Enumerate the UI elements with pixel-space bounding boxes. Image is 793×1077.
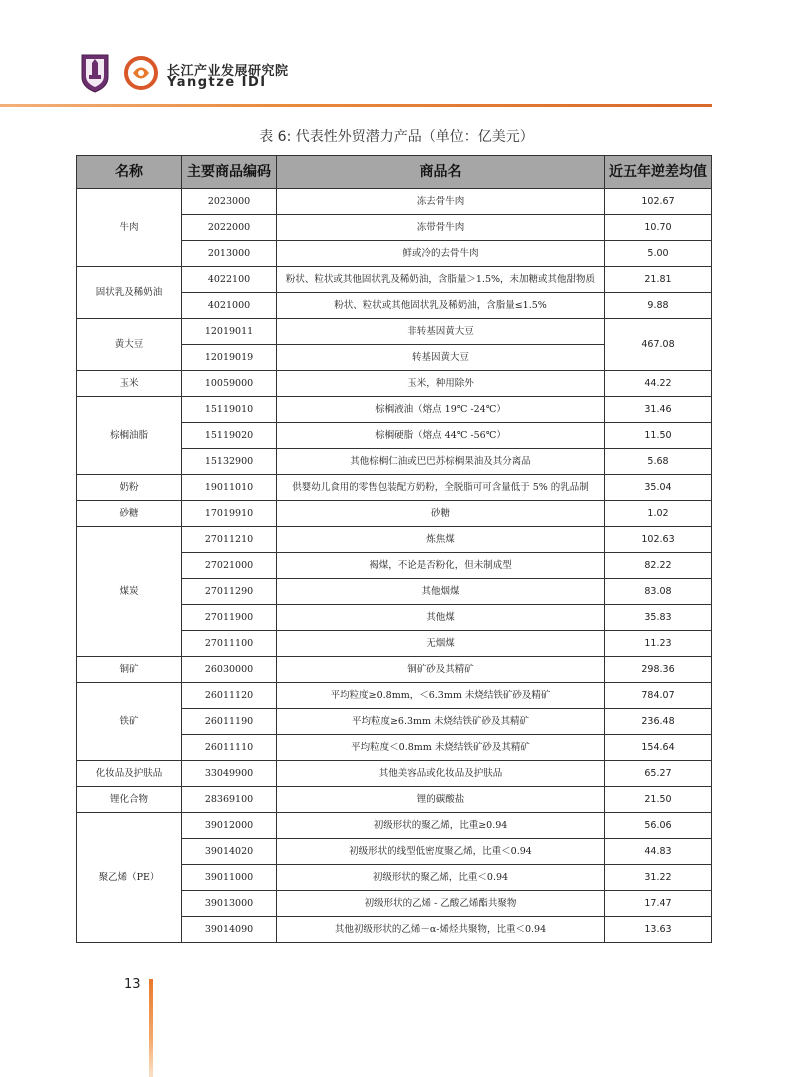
product-name-cell: 供婴幼儿食用的零售包装配方奶粉，全脱脂可可含量低于 5% 的乳品制 xyxy=(277,475,605,501)
product-name-cell: 平均粒度≥6.3mm 未烧结铁矿砂及其精矿 xyxy=(277,709,605,735)
category-name-cell: 化妆品及护肤品 xyxy=(77,761,182,787)
product-name-cell: 无烟煤 xyxy=(277,631,605,657)
product-code-cell: 2022000 xyxy=(182,215,277,241)
category-name-cell: 铜矿 xyxy=(77,657,182,683)
table-caption: 表 6: 代表性外贸潜力产品（单位：亿美元） xyxy=(259,129,534,145)
deficit-value-cell: 784.07 xyxy=(605,683,712,709)
product-name-cell: 初级形状的线型低密度聚乙烯，比重＜0.94 xyxy=(277,839,605,865)
product-name-cell: 初级形状的聚乙烯，比重≥0.94 xyxy=(277,813,605,839)
product-code-cell: 28369100 xyxy=(182,787,277,813)
table-row xyxy=(77,683,712,709)
category-name-cell: 砂糖 xyxy=(77,501,182,527)
product-code-cell: 39014090 xyxy=(182,917,277,943)
deficit-value-cell: 5.00 xyxy=(605,241,712,267)
product-code-cell: 26011110 xyxy=(182,735,277,761)
deficit-value-cell: 467.08 xyxy=(605,319,712,371)
product-name-cell: 其他烟煤 xyxy=(277,579,605,605)
product-name-cell: 其他初级形状的乙烯－α-烯烃共聚物，比重＜0.94 xyxy=(277,917,605,943)
deficit-value-cell: 5.68 xyxy=(605,449,712,475)
category-name-cell: 聚乙烯（PE） xyxy=(77,813,182,943)
deficit-value-cell: 44.83 xyxy=(605,839,712,865)
deficit-value-cell: 21.50 xyxy=(605,787,712,813)
table-row xyxy=(77,527,712,553)
table-row xyxy=(77,787,712,813)
product-code-cell: 4022100 xyxy=(182,267,277,293)
table-row xyxy=(77,371,712,397)
table-row xyxy=(77,761,712,787)
product-code-cell: 17019910 xyxy=(182,501,277,527)
product-code-cell: 39014020 xyxy=(182,839,277,865)
deficit-value-cell: 44.22 xyxy=(605,371,712,397)
product-name-cell: 平均粒度＜0.8mm 未烧结铁矿砂及其精矿 xyxy=(277,735,605,761)
product-code-cell: 15119010 xyxy=(182,397,277,423)
product-name-cell: 炼焦煤 xyxy=(277,527,605,553)
product-code-cell: 39013000 xyxy=(182,891,277,917)
product-name-cell: 褐煤，不论是否粉化，但未制成型 xyxy=(277,553,605,579)
deficit-value-cell: 21.81 xyxy=(605,267,712,293)
university-crest-icon xyxy=(80,53,110,93)
category-name-cell: 棕榈油脂 xyxy=(77,397,182,475)
column-header-product: 商品名 xyxy=(277,156,605,189)
category-name-cell: 铁矿 xyxy=(77,683,182,761)
table-row xyxy=(77,657,712,683)
category-name-cell: 黄大豆 xyxy=(77,319,182,371)
page-number: 13 xyxy=(124,977,141,992)
deficit-value-cell: 11.50 xyxy=(605,423,712,449)
table-row xyxy=(77,475,712,501)
product-name-cell: 粉状、粒状或其他固状乳及稀奶油，含脂量＞1.5%，未加糖或其他甜物质 xyxy=(277,267,605,293)
product-code-cell: 2013000 xyxy=(182,241,277,267)
deficit-value-cell: 35.04 xyxy=(605,475,712,501)
deficit-value-cell: 13.63 xyxy=(605,917,712,943)
table-body xyxy=(77,189,712,943)
org-name-cn: 长江产业发展研究院 xyxy=(167,64,289,79)
product-code-cell: 15119020 xyxy=(182,423,277,449)
header-divider xyxy=(0,104,712,107)
product-name-cell: 棕榈硬脂（熔点 44℃ -56℃） xyxy=(277,423,605,449)
product-name-cell: 锂的碳酸盐 xyxy=(277,787,605,813)
product-code-cell: 12019011 xyxy=(182,319,277,345)
category-name-cell: 固状乳及稀奶油 xyxy=(77,267,182,319)
product-code-cell: 27011210 xyxy=(182,527,277,553)
product-name-cell: 初级形状的乙烯 - 乙酸乙烯酯共聚物 xyxy=(277,891,605,917)
deficit-value-cell: 236.48 xyxy=(605,709,712,735)
category-name-cell: 牛肉 xyxy=(77,189,182,267)
product-name-cell: 玉米，种用除外 xyxy=(277,371,605,397)
deficit-value-cell: 298.36 xyxy=(605,657,712,683)
product-name-cell: 铜矿砂及其精矿 xyxy=(277,657,605,683)
product-name-cell: 其他煤 xyxy=(277,605,605,631)
page-number-bar xyxy=(149,979,153,1077)
deficit-value-cell: 102.63 xyxy=(605,527,712,553)
product-code-cell: 4021000 xyxy=(182,293,277,319)
category-name-cell: 锂化合物 xyxy=(77,787,182,813)
deficit-value-cell: 35.83 xyxy=(605,605,712,631)
deficit-value-cell: 11.23 xyxy=(605,631,712,657)
column-header-name: 名称 xyxy=(77,156,182,189)
table-row xyxy=(77,501,712,527)
product-code-cell: 39012000 xyxy=(182,813,277,839)
product-code-cell: 15132900 xyxy=(182,449,277,475)
table-row xyxy=(77,397,712,423)
product-name-cell: 其他美容品或化妆品及护肤品 xyxy=(277,761,605,787)
deficit-value-cell: 56.06 xyxy=(605,813,712,839)
category-name-cell: 玉米 xyxy=(77,371,182,397)
page-header xyxy=(0,0,793,112)
product-name-cell: 砂糖 xyxy=(277,501,605,527)
deficit-value-cell: 1.02 xyxy=(605,501,712,527)
deficit-value-cell: 102.67 xyxy=(605,189,712,215)
deficit-value-cell: 83.08 xyxy=(605,579,712,605)
product-table xyxy=(76,155,712,943)
column-header-value: 近五年逆差均值 xyxy=(605,156,712,189)
deficit-value-cell: 154.64 xyxy=(605,735,712,761)
deficit-value-cell: 17.47 xyxy=(605,891,712,917)
product-name-cell: 冻去骨牛肉 xyxy=(277,189,605,215)
product-code-cell: 26011190 xyxy=(182,709,277,735)
org-name-en: Yangtze IDI xyxy=(167,75,267,90)
product-code-cell: 10059000 xyxy=(182,371,277,397)
product-name-cell: 初级形状的聚乙烯，比重＜0.94 xyxy=(277,865,605,891)
product-name-cell: 非转基因黄大豆 xyxy=(277,319,605,345)
deficit-value-cell: 10.70 xyxy=(605,215,712,241)
yangtze-idi-logo-icon xyxy=(124,56,158,90)
product-code-cell: 2023000 xyxy=(182,189,277,215)
deficit-value-cell: 31.46 xyxy=(605,397,712,423)
product-name-cell: 平均粒度≥0.8mm，＜6.3mm 未烧结铁矿砂及精矿 xyxy=(277,683,605,709)
product-code-cell: 27021000 xyxy=(182,553,277,579)
product-code-cell: 26030000 xyxy=(182,657,277,683)
table-row xyxy=(77,319,712,345)
product-code-cell: 26011120 xyxy=(182,683,277,709)
category-name-cell: 奶粉 xyxy=(77,475,182,501)
product-code-cell: 39011000 xyxy=(182,865,277,891)
product-code-cell: 33049900 xyxy=(182,761,277,787)
product-name-cell: 其他棕榈仁油或巴巴苏棕榈果油及其分离品 xyxy=(277,449,605,475)
product-code-cell: 27011900 xyxy=(182,605,277,631)
product-code-cell: 27011290 xyxy=(182,579,277,605)
table-row xyxy=(77,813,712,839)
product-code-cell: 19011010 xyxy=(182,475,277,501)
deficit-value-cell: 31.22 xyxy=(605,865,712,891)
deficit-value-cell: 9.88 xyxy=(605,293,712,319)
product-code-cell: 27011100 xyxy=(182,631,277,657)
table-row xyxy=(77,189,712,215)
table-row xyxy=(77,267,712,293)
deficit-value-cell: 82.22 xyxy=(605,553,712,579)
table-header-row xyxy=(77,156,712,189)
product-name-cell: 转基因黄大豆 xyxy=(277,345,605,371)
product-name-cell: 棕榈液油（熔点 19℃ -24℃） xyxy=(277,397,605,423)
product-name-cell: 鲜或冷的去骨牛肉 xyxy=(277,241,605,267)
product-name-cell: 粉状、粒状或其他固状乳及稀奶油，含脂量≤1.5% xyxy=(277,293,605,319)
deficit-value-cell: 65.27 xyxy=(605,761,712,787)
product-name-cell: 冻带骨牛肉 xyxy=(277,215,605,241)
column-header-code: 主要商品编码 xyxy=(182,156,277,189)
category-name-cell: 煤炭 xyxy=(77,527,182,657)
product-code-cell: 12019019 xyxy=(182,345,277,371)
